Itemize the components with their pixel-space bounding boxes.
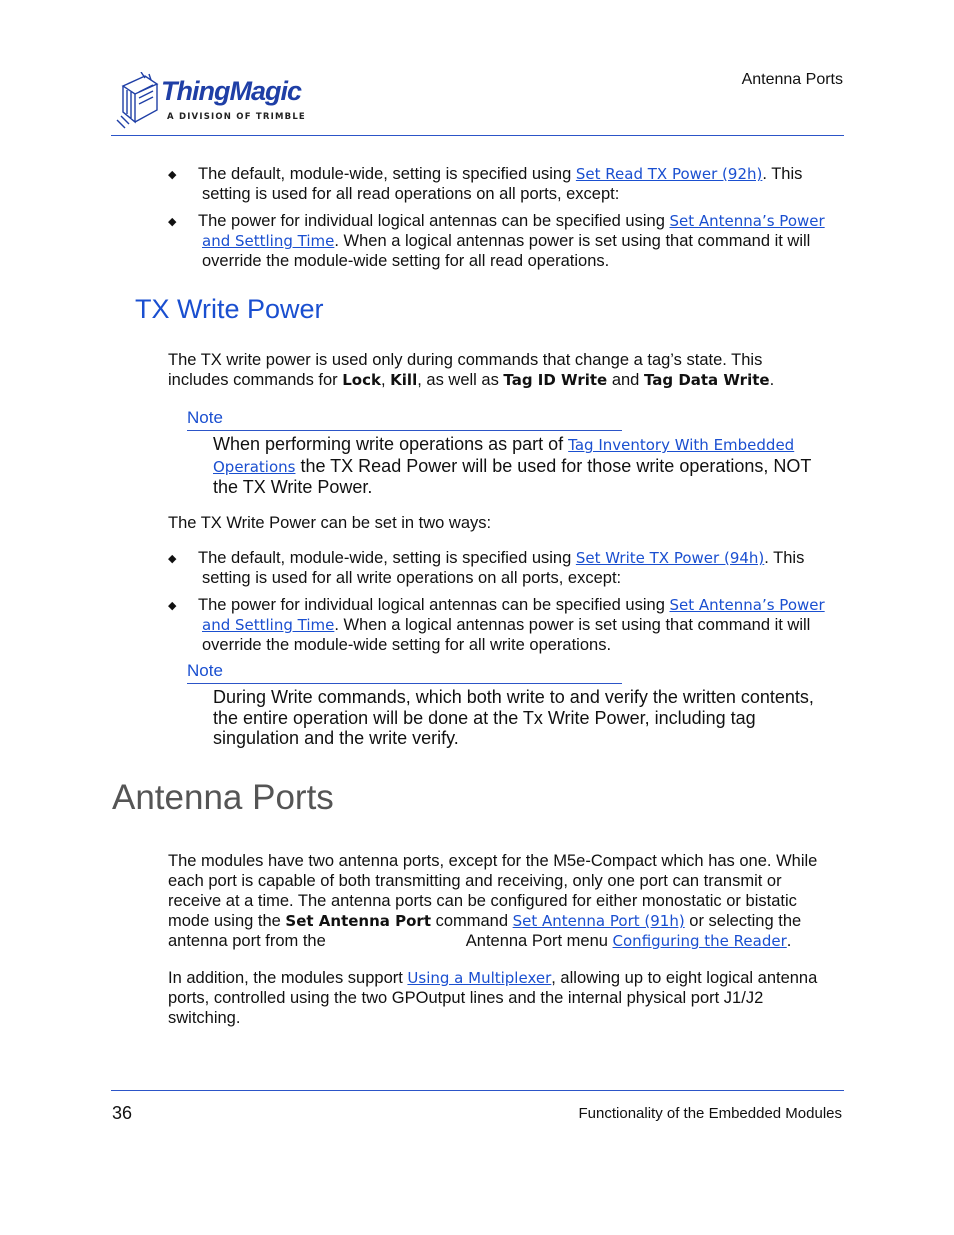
logo-wordmark: ThingMagic <box>161 76 301 106</box>
ap-p1-line5c: . <box>786 932 792 950</box>
header-rule <box>111 135 844 136</box>
bullet-icon: ◆ <box>168 169 177 181</box>
write-bullet-1 <box>198 548 848 588</box>
read-bullet-1 <box>198 164 848 204</box>
note-1-line2: the TX Read Power will be used for those write operations, NOT <box>295 455 812 476</box>
note-label: Note <box>187 661 223 680</box>
logo-tagline: A DIVISION OF TRIMBLE <box>167 112 306 122</box>
tx-write-para-line2: includes commands for <box>168 371 343 389</box>
kw-kill: Kill <box>390 371 418 389</box>
ap-p1-line5: antenna port from the <box>168 932 326 950</box>
note-rule <box>187 430 622 431</box>
kw-tag-id-write: Tag ID Write <box>503 371 608 389</box>
header-section-title: Antenna Ports <box>741 71 843 88</box>
sep: , as well as <box>417 371 504 389</box>
note-2-line3: singulation and the write verify. <box>213 728 459 748</box>
footer-chapter: Functionality of the Embedded Modules <box>578 1105 842 1122</box>
link-configuring-the-reader[interactable]: Configuring the Reader <box>612 932 787 950</box>
note-label: Note <box>187 408 223 427</box>
ap-p1-line4b: command <box>431 912 513 930</box>
note-2-text <box>213 687 853 749</box>
ap-p1-line1: The modules have two antenna ports, except for the M5e-Compact which has one. While <box>168 852 818 870</box>
bullet-icon: ◆ <box>168 216 177 228</box>
link-using-a-multiplexer[interactable]: Using a Multiplexer <box>407 969 552 987</box>
write-bullet-1-post: . This <box>764 549 805 567</box>
ap-p2-line1: In addition, the modules support <box>168 969 408 987</box>
kw-lock: Lock <box>342 371 381 389</box>
write-bullet-1-line2: setting is used for all write operations on all ports, except: <box>202 569 622 587</box>
write-bullet-1-text: The default, module-wide, setting is specified using <box>198 549 576 567</box>
link-settling-time[interactable]: and Settling Time <box>202 232 335 250</box>
note-rule <box>187 683 622 684</box>
sep: , <box>380 371 391 389</box>
antenna-ports-para-2 <box>168 968 858 1028</box>
link-set-antenna-port[interactable]: Set Antenna Port (91h) <box>512 912 685 930</box>
antenna-ports-heading: Antenna Ports <box>112 778 334 817</box>
note-1-line1: When performing write operations as part of <box>213 434 569 454</box>
ap-p1-line5b: Antenna Port menu <box>465 932 613 950</box>
kw-set-antenna-port: Set Antenna Port <box>285 912 431 930</box>
read-bullet-2-text: The power for individual logical antennas can be specified using <box>198 212 670 230</box>
read-bullet-2-line3: override the module-wide setting for all read operations. <box>202 252 610 270</box>
bullet-icon: ◆ <box>168 600 177 612</box>
write-bullet-2 <box>198 595 848 655</box>
antenna-ports-para-1 <box>168 851 858 951</box>
link-settling-time[interactable]: and Settling Time <box>202 616 335 634</box>
link-operations[interactable]: Operations <box>213 457 296 476</box>
tx-write-para-line1: The TX write power is used only during commands that change a tag’s state. This <box>168 351 763 369</box>
sep: . <box>769 371 775 389</box>
ap-p1-line2: each port is capable of both transmitting and receiving, only one port can transmit or <box>168 872 782 890</box>
ap-p1-line4c: or selecting the <box>684 912 802 930</box>
ap-p2-line3: switching. <box>168 1009 241 1027</box>
thingmagic-logo-icon <box>115 72 163 130</box>
note-1-text <box>213 434 853 498</box>
ap-p1-line3: receive at a time. The antenna ports can be configured for either monostatic or bistatic <box>168 892 797 910</box>
tx-write-heading: TX Write Power <box>135 294 324 324</box>
footer-rule <box>111 1090 844 1091</box>
bullet-icon: ◆ <box>168 553 177 565</box>
link-set-read-tx-power[interactable]: Set Read TX Power (92h) <box>575 165 763 183</box>
ap-p2-line2: ports, controlled using the two GPOutput lines and the internal physical port J1/J2 <box>168 989 764 1007</box>
write-bullet-2-text: The power for individual logical antennas can be specified using <box>198 596 670 614</box>
note-1-line3: the TX Write Power. <box>213 477 373 497</box>
link-set-antenna-power[interactable]: Set Antenna’s Power <box>669 596 825 614</box>
ways-text: The TX Write Power can be set in two ways: <box>168 514 492 532</box>
note-2-line1: During Write commands, which both write to and verify the written contents, <box>213 687 814 707</box>
sep: and <box>607 371 644 389</box>
tx-write-para <box>168 350 848 390</box>
ap-p1-line4: mode using the <box>168 912 286 930</box>
link-set-antenna-power[interactable]: Set Antenna’s Power <box>669 212 825 230</box>
read-bullet-1-text: The default, module-wide, setting is specified using <box>198 165 576 183</box>
write-bullet-2-line3: override the module-wide setting for all write operations. <box>202 636 612 654</box>
write-bullet-2-post: . When a logical antennas power is set using that command it will <box>334 616 811 634</box>
note-2-line2: the entire operation will be done at the Tx Write Power, including tag <box>213 707 756 728</box>
ap-p2-line1b: , allowing up to eight logical antenna <box>551 969 818 987</box>
read-bullet-2-post: . When a logical antennas power is set using that command it will <box>334 232 811 250</box>
kw-tag-data-write: Tag Data Write <box>643 371 770 389</box>
page-number: 36 <box>112 1103 133 1123</box>
link-tag-inventory[interactable]: Tag Inventory With Embedded <box>568 436 795 454</box>
logo <box>115 72 315 132</box>
read-bullet-1-line2: setting is used for all read operations on all ports, except: <box>202 185 620 203</box>
read-bullet-1-post: . This <box>762 165 803 183</box>
link-set-write-tx-power[interactable]: Set Write TX Power (94h) <box>575 549 765 567</box>
read-bullet-2 <box>198 211 848 271</box>
